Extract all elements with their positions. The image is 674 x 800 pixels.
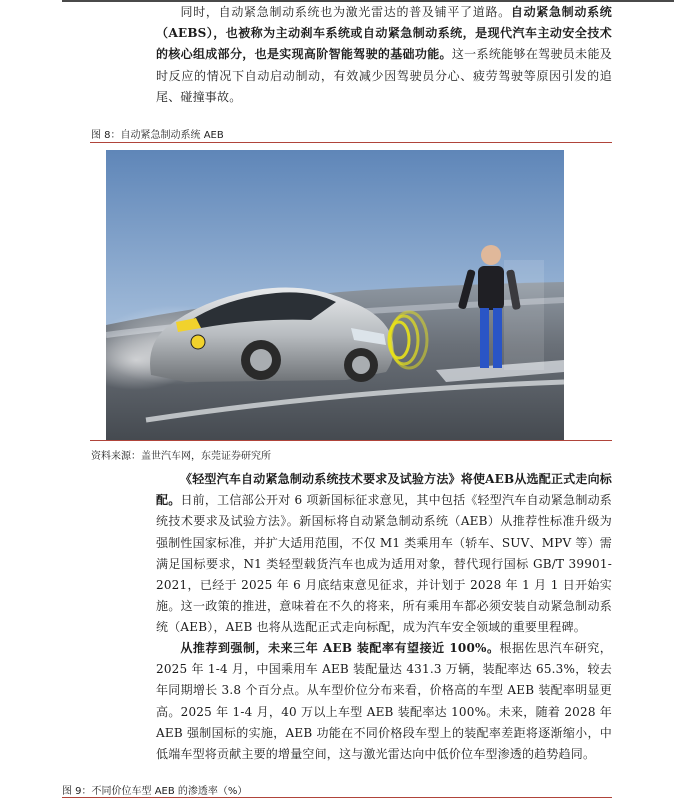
paragraph-bold: 《轻型汽车自动紧急制动系统技术要求及试验方法》将使AEB从选配正式走向标配。 — [156, 472, 612, 508]
figure-8-source: 资料来源：盖世汽车网，东莞证券研究所 — [91, 451, 271, 462]
aeb-illustration — [106, 150, 564, 440]
paragraph-rest: 根据佐思汽车研究，2025 年 1-4 月，中国乘用车 AEB 装配量达 431.3 万辆，装配率达 65.3%，较去年同期增长 3.8 个百分点。从车型价位分布来看，价格高的车型 AEB 装配率明显更高。2025 年 1-4 月，40 万以上车型 AEB 装配率达 100%。未来，随着 2028 年 AEB 强制国标的实施，AEB 功能在不同价格段车型上的装配率差距将逐渐缩小，中低端车型将贡献主要的增量空间，这与激光雷达向中低价位车型渗透的趋势趋同。 — [156, 641, 612, 762]
caption-rule — [62, 797, 612, 798]
figure-bottom-rule — [90, 440, 612, 441]
paragraph-rest: 这一系统能够在驾驶员未能及时反应的情况下自动启动制动，有效减少因驾驶员分心、疲劳驾驶等原因引发的追尾、碰撞事故。 — [156, 47, 612, 104]
paragraph-penetration-outlook — [156, 638, 612, 765]
figure-9-caption: 图 9：不同价位车型 AEB 的渗透率（%） — [62, 786, 248, 797]
paragraph-lead: 同时，自动紧急制动系统也为激光雷达的普及铺平了道路。 — [180, 5, 511, 19]
paragraph-rest: 日前，工信部公开对 6 项新国标征求意见，其中包括《轻型汽车自动紧急制动系统技术要求及试验方法》。新国标将自动紧急制动系统（AEB）从推荐性标准升级为强制性国家标准，并扩大适用范围，不仅 M1 类乘用车（轿车、SUV、MPV 等）需满足国标要求，N1 类轻型载货汽车也成为适用对象，替代现行国标 GB/T 39901-2021，已经于 2025 年 6 月底结束意见征求，并计划于 2028 年 1 月 1 日开始实施。这一政策的推进，意味着在不久的将来，所有乘用车都必须安装自动紧急制动系统（AEB），AEB 也将从选配正式走向标配，成为汽车安全领域的重要里程碑。 — [156, 493, 612, 635]
paragraph-bold: 自动紧急制动系统（AEBS），也被称为主动刹车系统或自动紧急制动系统，是现代汽车主动安全技术的核心组成部分，也是实现高阶智能驾驶的基础功能。 — [156, 5, 612, 62]
figure-8-caption: 图 8：自动紧急制动系统 AEB — [91, 130, 224, 141]
paragraph-bold: 从推荐到强制，未来三年 AEB 装配率有望接近 100%。 — [180, 641, 500, 655]
paragraph-new-standard — [156, 469, 612, 639]
paragraph-aebs-intro — [156, 2, 612, 108]
caption-rule — [90, 142, 612, 143]
